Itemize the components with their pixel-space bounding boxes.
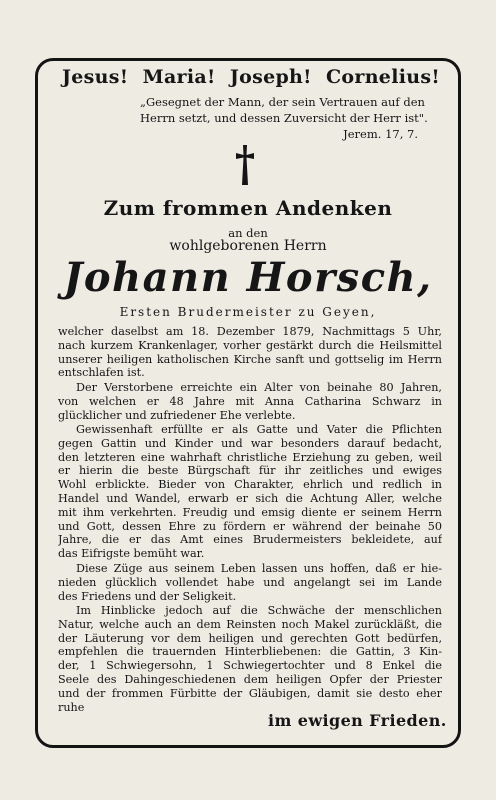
- paragraph-age: [58, 381, 442, 422]
- quote-reference: Jerem. 17, 7.: [343, 127, 418, 141]
- text-line: empfehlen die trauernden Hinterbliebenen: die Gattin, 3 Kin-: [58, 645, 442, 659]
- invocation-maria: Maria!: [142, 66, 216, 88]
- text-line: Der Verstorbene erreichte ein Alter von beinahe 80 Jahren,: [76, 381, 442, 394]
- text-line: unserer heiligen katholischen Kirche sanft und gottselig im Herrn: [58, 352, 442, 366]
- closing-line: im ewigen Frieden.: [268, 711, 447, 730]
- invocation-joseph: Joseph!: [229, 66, 312, 88]
- text-line: Seele des Dahingeschiedenen dem heiligen Opfer der Priester: [58, 672, 442, 686]
- text-line: das Eifrigste bemüht war.: [58, 547, 205, 561]
- deceased-name: Johann Horsch,: [63, 254, 433, 301]
- text-line: und Gott, dessen Ehre zu fördern er während der beinahe 50: [58, 519, 442, 533]
- heading-connector: an den: [228, 226, 268, 240]
- text-line: Handel und Wandel, erwarb er sich die Achtung Aller, welche: [58, 491, 442, 505]
- text-line: mit ihm verkehrten. Freudig und emsig diente er seinem Herrn: [58, 505, 442, 519]
- heading-honorific: wohlgeborenen Herrn: [169, 238, 327, 254]
- cross-icon: [234, 143, 256, 187]
- text-line: Im Hinblicke jedoch auf die Schwäche der menschlichen: [76, 604, 442, 617]
- text-line: Natur, welche auch an dem Reinsten noch Makel zurückläßt, die: [58, 617, 442, 631]
- invocation-cornelius: Cornelius!: [325, 66, 440, 88]
- text-line: der Läuterung vor dem heiligen und gerechten Gott bedürfen,: [58, 631, 442, 645]
- text-line: von welchen er 48 Jahre mit Anna Catharina Schwarz in: [58, 394, 442, 408]
- paragraph-prayer: [58, 604, 442, 714]
- text-line: er hierin die beste Bürgschaft für ihr zeitliches und ewiges: [58, 464, 442, 478]
- text-line: Diese Züge aus seinem Leben lassen uns hoffen, daß er hie-: [76, 562, 442, 575]
- bible-quote: [140, 94, 440, 142]
- text-line: der, 1 Schwiegersohn, 1 Schwiegertochter und 8 Enkel die: [58, 659, 442, 673]
- quote-line: Herrn setzt, und dessen Zuversicht der Herr ist".: [140, 111, 428, 125]
- text-line: und der frommen Fürbitte der Gläubigen, damit sie desto eher: [58, 686, 442, 700]
- text-line: nach kurzem Krankenlager, vorher gestärkt durch die Heilsmittel: [58, 338, 442, 352]
- text-line: den letzteren eine wahrhaft christliche Erziehung zu geben, weil: [58, 450, 442, 464]
- text-line: des Friedens und der Seligkeit.: [58, 589, 237, 603]
- text-line: nieden glücklich vollendet habe und angelangt sei im Lande: [58, 575, 442, 589]
- paragraph-death: [58, 325, 442, 380]
- deceased-title: Ersten Brudermeister zu Geyen,: [119, 305, 377, 319]
- memorial-heading: Zum frommen Andenken: [103, 196, 393, 220]
- text-line: welcher daselbst am 18. Dezember 1879, Nachmittags 5 Uhr,: [58, 325, 442, 338]
- text-line: gegen Gattin und Kinder und war besonders darauf bedacht,: [58, 436, 442, 450]
- text-line: Jahre, die er das Amt eines Brudermeisters bekleidete, auf: [58, 533, 442, 547]
- text-line: entschlafen ist.: [58, 366, 145, 380]
- paragraph-character: [58, 423, 442, 561]
- invocation-jesus: Jesus!: [62, 66, 129, 88]
- text-line: Gewissenhaft erfüllte er als Gatte und Vater die Pflichten: [76, 423, 442, 436]
- quote-line: „Gesegnet der Mann, der sein Vertrauen auf den: [140, 95, 425, 109]
- text-line: glücklicher und zufriedener Ehe verlebte.: [58, 408, 296, 422]
- text-line: Wohl erblickte. Bieder von Charakter, ehrlich und redlich in: [58, 478, 442, 492]
- text-line: ruhe: [58, 700, 85, 714]
- paragraph-hope: [58, 562, 442, 603]
- invocation-line: [62, 66, 440, 88]
